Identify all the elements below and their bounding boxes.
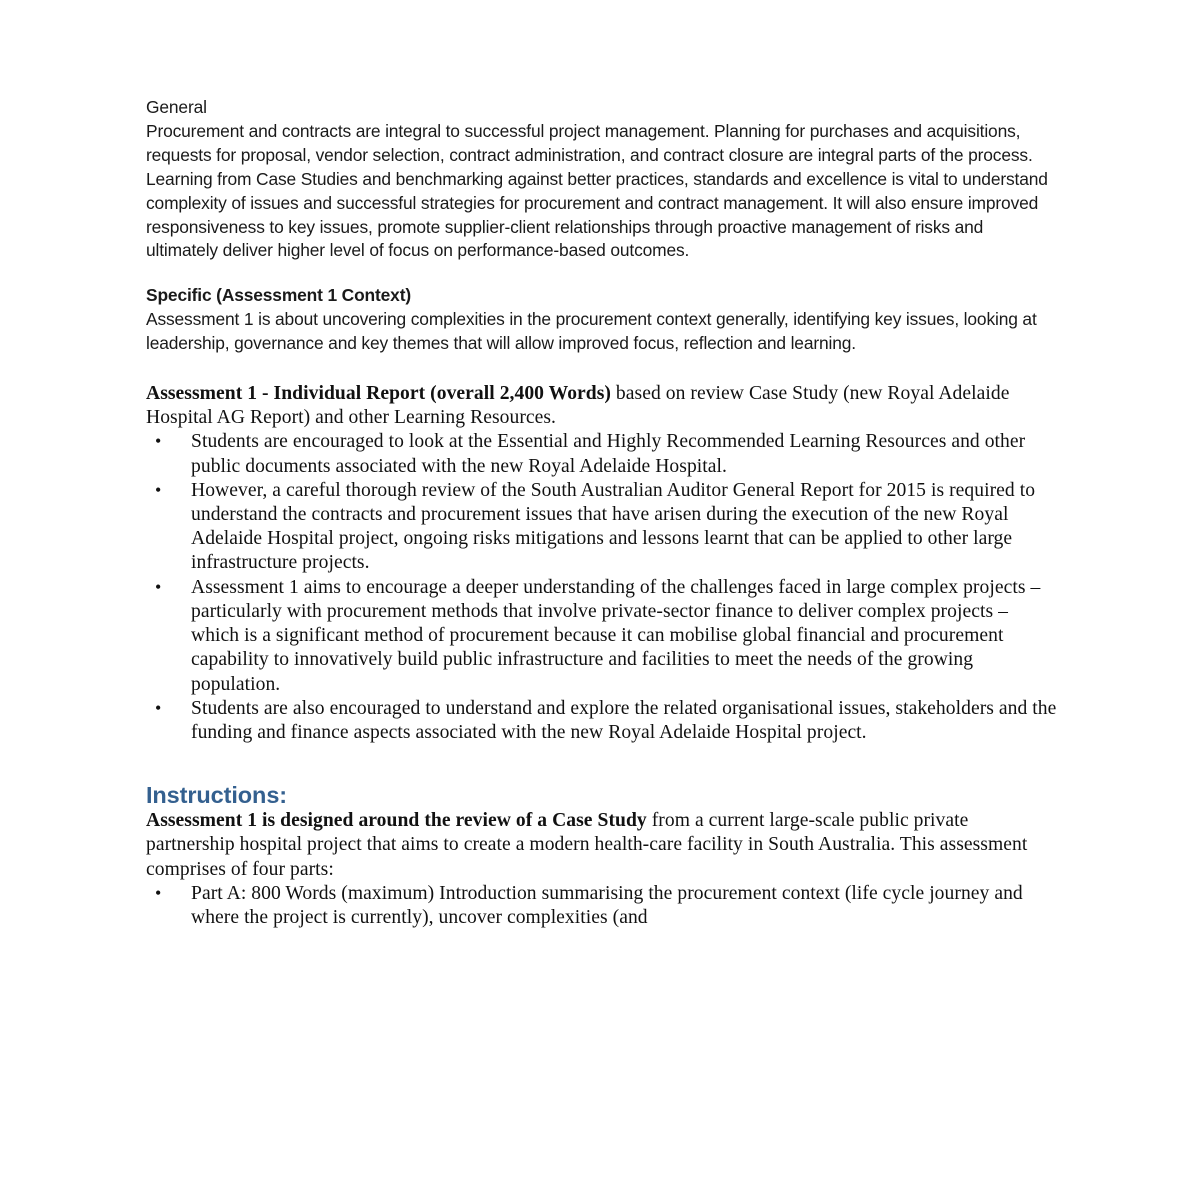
assessment-intro-bold-lead: Assessment 1 - Individual Report (overall 2,400 Words) <box>146 383 611 405</box>
instructions-paragraph <box>146 809 1058 882</box>
instructions-bullet-list <box>146 882 1058 930</box>
instructions-rest: from a current large-scale public private partnership hospital project that aims to create a modern health-care facility in South Australia. This assessment comprises of four parts: <box>146 810 1028 880</box>
list-item <box>155 882 1058 930</box>
list-item <box>155 697 1058 745</box>
specific-paragraph: Assessment 1 is about uncovering complexities in the procurement context generally, identifying key issues, looking at leadership, governance and key themes that will allow improved focus, reflection and learning. <box>146 309 1037 354</box>
list-item-text: However, a careful thorough review of the South Australian Auditor General Report for 2015 is required to understand the contracts and procurement issues that have arisen during the execution of the new Royal Adelaide Hospital project, ongoing risks mitigations and lessons learnt that can be applied to other large infrastructure projects. <box>191 479 1036 574</box>
list-item-text: Students are also encouraged to understand and explore the related organisational issues, stakeholders and the funding and finance aspects associated with the new Royal Adelaide Hospital project. <box>191 697 1057 743</box>
list-item-text: Students are encouraged to look at the Essential and Highly Recommended Learning Resources and other public documents associated with the new Royal Adelaide Hospital. <box>191 431 1026 477</box>
instructions-bold-lead: Assessment 1 is designed around the review of a Case Study <box>146 810 647 832</box>
list-item-text: Assessment 1 aims to encourage a deeper understanding of the challenges faced in large complex projects – particularly with procurement methods that involve private-sector finance to deliver complex projects – which is a significant method of procurement because it can mobilise global financial and procurement capability to innovatively build public infrastructure and facilities to meet the needs of the growing population. <box>191 576 1041 695</box>
general-paragraph: Procurement and contracts are integral to successful project management. Planning for purchases and acquisitions, requests for proposal, vendor selection, contract administration, and contract closure are integral parts of the process. Learning from Case Studies and benchmarking against better practices, standards and excellence is vital to understand complexity of issues and successful strategies for procurement and contract management. It will also ensure improved responsiveness to key issues, promote supplier-client relationships through proactive management of risks and ultimately deliver higher level of focus on performance-based outcomes. <box>146 120 1048 261</box>
spacer <box>146 356 1058 382</box>
instructions-heading: Instructions: <box>146 782 288 809</box>
list-item <box>155 576 1058 697</box>
assessment-intro-rest: based on review Case Study (new Royal Adelaide Hospital AG Report) and other Learning Resources. <box>146 383 1010 429</box>
assessment-bullet-list <box>146 430 1058 745</box>
list-item <box>155 430 1058 478</box>
assessment-intro-paragraph <box>146 382 1058 430</box>
list-item-text: Part A: 800 Words (maximum) Introduction summarising the procurement context (life cycle journey and where the project is currently), uncover complexities (and <box>191 882 1023 928</box>
specific-heading: Specific (Assessment 1 Context) <box>146 285 411 306</box>
list-item <box>155 479 1058 576</box>
spacer <box>146 263 1058 284</box>
general-heading: General <box>146 97 207 117</box>
spacer <box>146 745 1058 781</box>
